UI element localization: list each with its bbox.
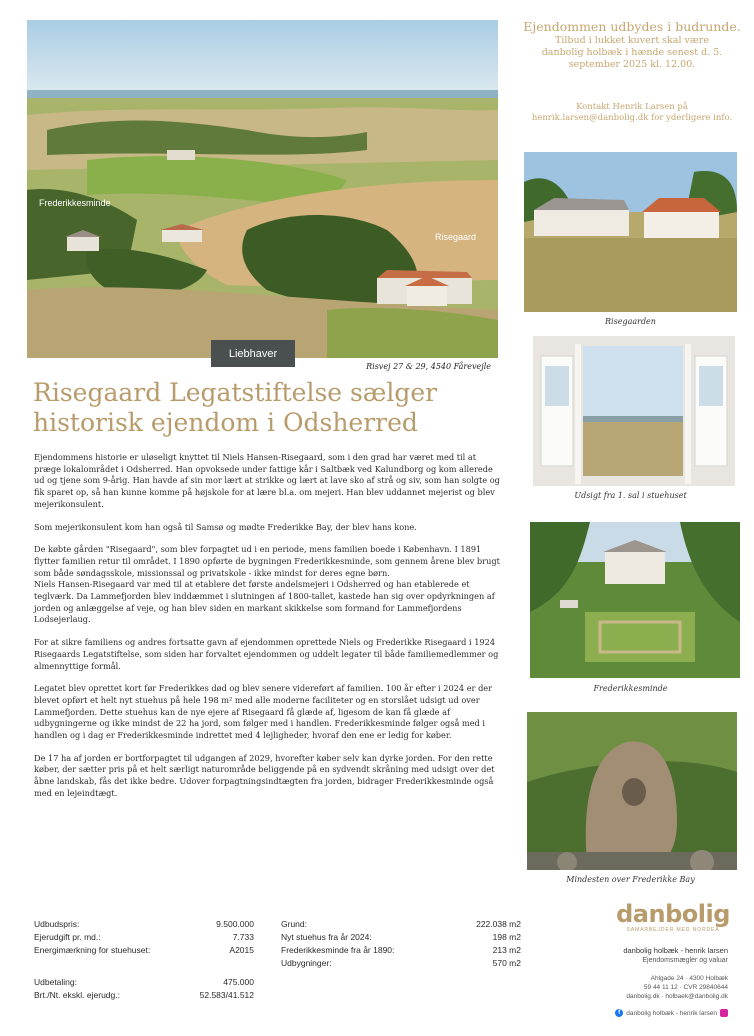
fact-label: Grund: [281,919,307,929]
agent-info [528,946,728,1019]
body-paragraph: Ejendommens historie er uløseligt knyttet til Niels Hansen-Risegaard, som i den grad har været med til at præge lokalområdet i Odsherred. Han opvoksede under fattige kår i Saltbæk ved Kalundborg og kom allerede ud og tjene som 9-årig. Han havde af sin mor lært at strikke og lært at lave sko af strå og siv, som han solgte og fik sparet op, så han kunne komme på højskole for at lære bl.a. om mejeri. Han blev uddannet mejerist og blev mejerikonsulent. [34,452,500,509]
fact-value: 7.733 [232,932,254,942]
auction-line: Tilbud i lukket kuvert skal være [555,35,709,46]
body-paragraph: Som mejerikonsulent kom han også til Samsø og mødte Frederikke Bay, der blev hans kone. [34,521,417,532]
fact-value: 213 m2 [492,945,521,955]
brand-tagline: SAMARBEJDER MED NORDEA [626,927,720,933]
body-paragraph: For at sikre familiens og andres fortsatte gavn af ejendommen oprettede Niels og Frederikke Risegaard i 1924 Risegaards Legatstiftelse, som siden har forvaltet ejendommen og uddelt legater til både familiemedlemmer og almennyttige formål. [34,637,499,671]
fact-value: 9.500.000 [216,919,254,929]
article-body [34,452,500,811]
fact-label: Udbudspris: [34,919,80,929]
contact-line: Kontakt Henrik Larsen på [576,102,688,112]
fact-label: Frederikkesminde fra år 1890: [281,945,395,955]
hero-aerial-photo [27,20,498,358]
agent-phone: 59 44 11 12 · CVR 29840644 [643,984,728,991]
contact-info [520,102,744,124]
auction-headline: Ejendommen udbydes i budrunde. [523,19,741,34]
fact-value: 475.000 [223,977,254,987]
body-paragraph: Niels Hansen-Risegaard var med til at etablere det første andelsmejeri i Odsherred og han etablerede et teglværk. Da Lammefjorden blev inddæmmet i slutningen af 1800-tallet, kastede han sig over opdyrkningen af jorden og anlæggelse af veje, og han blev siden en markant skikkelse som formand for Lammefjordens Lodsejerlaug. [34,579,495,625]
photo-risegaarden [524,152,737,312]
page-title: Risegaard Legatstiftelse sælger historisk ejendom i Odsherred [33,378,438,437]
map-label-risegaard: Risegaard [435,232,477,242]
fact-row [281,931,521,944]
fact-label: Udbygninger: [281,958,332,968]
fact-row [34,918,254,931]
fact-label: Energimærkning for stuehuset: [34,945,151,955]
fact-row [281,944,521,957]
photo-udsigt [533,336,735,486]
auction-notice [520,18,744,71]
social-handle[interactable]: danbolig holbæk - henrik larsen [626,1009,717,1017]
agent-address: Ahlgade 24 · 4300 Holbæk [650,975,728,982]
danbolig-logo: danbolig [616,900,730,928]
caption-risegaarden: Risegaarden [605,317,656,326]
photo-mindesten [527,712,737,870]
fact-value: 222.038 m2 [476,919,521,929]
contact-email[interactable]: henrik.larsen@danbolig.dk for yderligere info. [531,113,733,123]
fact-row [34,976,254,989]
facebook-icon[interactable]: f [615,1009,623,1017]
instagram-icon[interactable] [720,1009,728,1017]
caption-frederikkesminde: Frederikkesminde [593,684,668,693]
agent-office: danbolig holbæk - henrik larsen [623,946,728,955]
fact-value: 52.583/41.512 [199,990,254,1000]
property-address: Risvej 27 & 29, 4540 Fårevejle [366,362,491,371]
agent-role: Ejendomsmægler og valuar [642,957,728,964]
fact-row [34,944,254,957]
fact-value: A2015 [229,945,254,955]
auction-line: september 2025 kl. 12.00. [568,59,696,70]
fact-label: Ejerudgift pr. md.: [34,932,101,942]
social-row [615,1009,728,1018]
fact-value: 198 m2 [492,932,521,942]
category-badge: Liebhaver [211,340,295,367]
map-label-frederikkesminde: Frederikkesminde [39,198,111,208]
caption-mindesten: Mindesten over Frederikke Bay [566,875,695,884]
facts-table-right [281,918,521,970]
fact-row [34,989,254,1002]
auction-line: danbolig holbæk i hænde senest d. 5. [541,47,723,58]
body-paragraph: Legatet blev oprettet kort før Frederikkes død og blev senere videreført af familien. 100 år efter i 2024 er der blevet opført et helt nyt stuehus på hele 198 m² med alle moderne faciliteter og en storslået udsigt ud over Lammefjorden. Dette stuehus kan de nye ejere af Risegaard få glæde af, ligesom de kan få glæde af udbygningerne og ikke mindst de 22 ha jord, som følger med i handlen. Frederikkesminde følger også med i handlen og i dag er Frederikkesminde indrettet med 4 lejligheder, hvoraf den ene er ledig for køber. [34,683,493,741]
body-paragraph: De 17 ha af jorden er bortforpagtet til udgangen af 2029, hvorefter køber selv kan dyrke jorden. For den rette køber, der sætter pris på et helt særligt naturområde beliggende på en sydvendt skråning med udsigt over det åbne landskab, fås det ikke bedre. Udover forpagtningsindtægten fra jorden, bidrager Frederikkesminde også med en lejeindtægt. [34,752,495,798]
photo-frederikkesminde [530,522,740,678]
body-paragraph: De købte gården "Risegaard", som blev forpagtet ud i en periode, mens familien boede i København. I 1891 flytter familien retur til området. I 1890 opførte de bygningen Frederikkesminde, som gennem årene blev brugt som både søndagsskole, missionssal og privatskole - ikke mindst for deres egne børn. [34,544,500,578]
fact-label: Nyt stuehus fra år 2024: [281,932,372,942]
brand-block [610,902,736,933]
agent-web[interactable]: danbolig.dk · holbaek@danbolig.dk [626,993,728,1000]
caption-udsigt: Udsigt fra 1. sal i stuehuset [574,491,687,500]
fact-row [34,931,254,944]
fact-value: 570 m2 [492,958,521,968]
fact-label: Brt./Nt. ekskl. ejerudg.: [34,990,120,1000]
facts-table-left [34,918,254,1002]
fact-row [281,957,521,970]
fact-label: Udbetaling: [34,977,78,987]
fact-row [281,918,521,931]
